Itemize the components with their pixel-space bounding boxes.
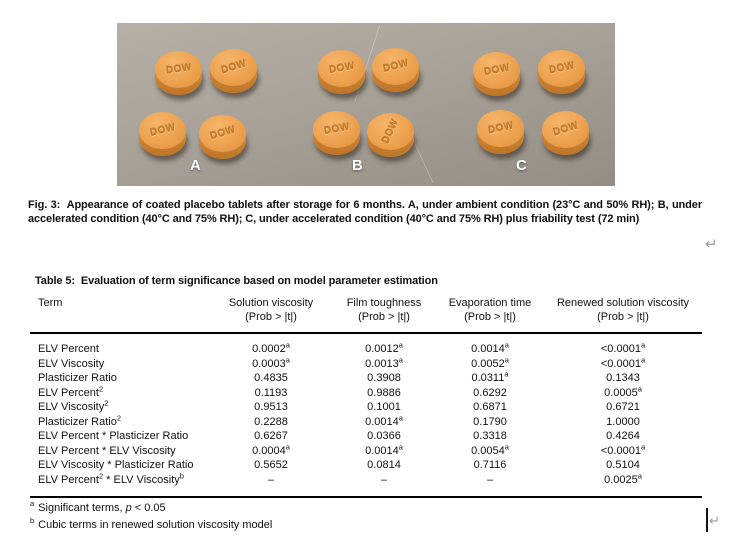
value-cell: <0.0001$^a$: [600, 354, 646, 370]
term-cell: Plasticizer Ratio$^2$: [38, 412, 122, 428]
table-row: [30, 415, 702, 430]
value-cell: 0.0014$^a$: [365, 441, 403, 457]
tablet-imprint-text: DOW: [551, 120, 580, 139]
tablet-imprint-text: DOW: [327, 60, 356, 77]
tablet-face: [210, 49, 257, 86]
value-cell: 0.3908: [367, 372, 401, 384]
tablet: [155, 51, 202, 96]
footnote-a-marker: a: [30, 499, 35, 509]
value-cell: 0.0003$^a$: [252, 354, 290, 370]
term-cell: ELV Percent * ELV Viscosity: [38, 444, 176, 457]
value-cell: 0.1193: [254, 386, 288, 399]
value-cell: 0.1343: [606, 372, 640, 384]
value-cell: 0.0052$^a$: [471, 354, 509, 370]
tablet: [210, 49, 257, 94]
term-cell: ELV Viscosity: [38, 357, 105, 370]
column-header-evaporation-time: Evaporation time (Prob > |t|): [436, 296, 544, 333]
value-cell: 0.6721: [606, 401, 640, 413]
column-header-renewed-solution-viscosity: Renewed solution viscosity (Prob > |t|): [544, 296, 702, 333]
value-cell: 0.0002$^a$: [252, 340, 290, 355]
value-cell: 0.0814: [367, 459, 401, 471]
tablet-imprint-text: DOW: [164, 62, 193, 77]
paragraph-return-icon: ↵: [705, 236, 718, 253]
table-row: [30, 444, 702, 459]
tablet-face: [318, 50, 365, 87]
value-cell: <0.0001$^a$: [600, 340, 646, 355]
tablet: [538, 50, 585, 95]
value-cell: –: [267, 473, 275, 486]
value-cell: 0.6267: [254, 430, 288, 442]
value-cell: 1.0000: [606, 415, 640, 428]
paragraph-return-icon: ↵: [709, 513, 720, 528]
tablet: [473, 52, 520, 97]
column-header-term: Term: [30, 296, 210, 333]
tablet-face: [367, 113, 414, 150]
table-row: [30, 371, 702, 386]
group-label-c: C: [516, 157, 527, 174]
table-row: [30, 357, 702, 372]
value-cell: 0.6292: [473, 386, 507, 399]
tablet-imprint-text: DOW: [208, 124, 237, 143]
value-cell: 0.0013$^a$: [365, 354, 403, 370]
value-cell: 0.0005$^a$: [604, 383, 642, 399]
tablet: [139, 112, 186, 157]
value-cell: <0.0001$^a$: [600, 441, 646, 457]
tablet: [542, 111, 589, 156]
tablet: [199, 115, 246, 160]
value-cell: 0.1001: [367, 401, 401, 413]
term-cell: ELV Viscosity * Plasticizer Ratio: [38, 459, 194, 471]
tablet-face: [155, 51, 202, 88]
value-cell: 0.5652: [254, 459, 288, 471]
value-cell: 0.9886: [367, 386, 401, 399]
tablet-face: [199, 115, 246, 152]
tablet: [477, 110, 524, 155]
tablet-face: [139, 112, 186, 149]
value-cell: 0.7116: [473, 459, 507, 471]
value-cell: 0.0014$^a$: [365, 412, 403, 428]
value-cell: 0.4264: [606, 430, 640, 442]
footnote-italic-p: p: [125, 502, 132, 514]
value-cell: –: [486, 473, 494, 486]
group-label-a: A: [190, 157, 201, 174]
tablet-face: [477, 110, 524, 147]
term-cell: ELV Percent * Plasticizer Ratio: [38, 430, 189, 442]
footnote-b: $^b$ Cubic terms in renewed solution viscosity model: [30, 516, 273, 531]
table-header-row: [30, 296, 702, 333]
footnote-a: $^a$ Significant terms, p < 0.05: [30, 499, 166, 514]
table-row: [30, 458, 702, 473]
value-cell: 0.2288: [254, 415, 288, 428]
term-cell: ELV Viscosity$^2$: [38, 398, 109, 413]
tablet-face: [542, 111, 589, 148]
value-cell: 0.3318: [473, 430, 507, 442]
value-cell: 0.0014$^a$: [471, 340, 509, 355]
value-cell: 0.0025$^a$: [604, 470, 642, 486]
footnote-b-marker: b: [30, 516, 35, 526]
tablet-imprint-text: DOW: [381, 58, 410, 75]
tablet: [372, 48, 419, 93]
tablet-imprint-text: DOW: [322, 121, 351, 138]
value-cell: 0.1790: [473, 415, 507, 428]
tablet-face: [473, 52, 520, 89]
table-row: [30, 400, 702, 415]
column-header-solution-viscosity: Solution viscosity (Prob > |t|): [210, 296, 332, 333]
value-cell: 0.0004$^a$: [252, 441, 290, 457]
value-cell: 0.0366: [367, 430, 401, 442]
value-cell: –: [380, 473, 388, 486]
tablet: [313, 111, 360, 156]
tablet-imprint-text: DOW: [148, 122, 177, 139]
tablet-imprint-text: DOW: [547, 60, 576, 77]
table-row: [30, 333, 702, 357]
tablet-face: [372, 48, 419, 85]
figure-caption: Fig. 3: Appearance of coated placebo tablets after storage for 6 months. A, under ambient condition (23°C and 50% RH); B, under accelerated condition (40°C and 75% RH); C, under accelerated condition (40°C and 75% RH) plus friability test (72 min): [28, 199, 705, 225]
tablet-imprint-text: DOW: [219, 58, 248, 77]
table-row: [30, 473, 702, 498]
group-label-b: B: [352, 157, 363, 174]
table-row: [30, 429, 702, 444]
table-title: Table 5: Evaluation of term significance based on model parameter estimation: [35, 275, 438, 287]
tablet-face: [313, 111, 360, 148]
tablet-imprint-text: DOW: [380, 117, 401, 146]
term-cell: ELV Percent$^2$: [38, 383, 104, 399]
term-cell: ELV Percent$^2$ * ELV Viscosity$^b$: [38, 470, 184, 486]
value-cell: 0.6871: [473, 401, 507, 413]
tablet: [318, 50, 365, 95]
table-row: [30, 386, 702, 401]
tablets-photo: [117, 23, 615, 186]
text-cursor: [706, 508, 708, 532]
tablet-imprint-text: DOW: [486, 120, 515, 137]
significance-table: [30, 296, 702, 498]
term-cell: Plasticizer Ratio: [38, 372, 117, 384]
tablet-imprint-text: DOW: [482, 62, 511, 79]
value-cell: 0.9513: [254, 401, 288, 413]
value-cell: 0.4835: [254, 372, 288, 384]
value-cell: 0.5104: [606, 459, 640, 471]
term-cell: ELV Percent: [38, 343, 99, 355]
tablet: [367, 113, 414, 158]
tablet-face: [538, 50, 585, 87]
value-cell: 0.0311$^a$: [471, 369, 509, 384]
value-cell: 0.0012$^a$: [365, 340, 403, 355]
value-cell: 0.0054$^a$: [471, 441, 509, 457]
column-header-film-toughness: Film toughness (Prob > |t|): [332, 296, 436, 333]
